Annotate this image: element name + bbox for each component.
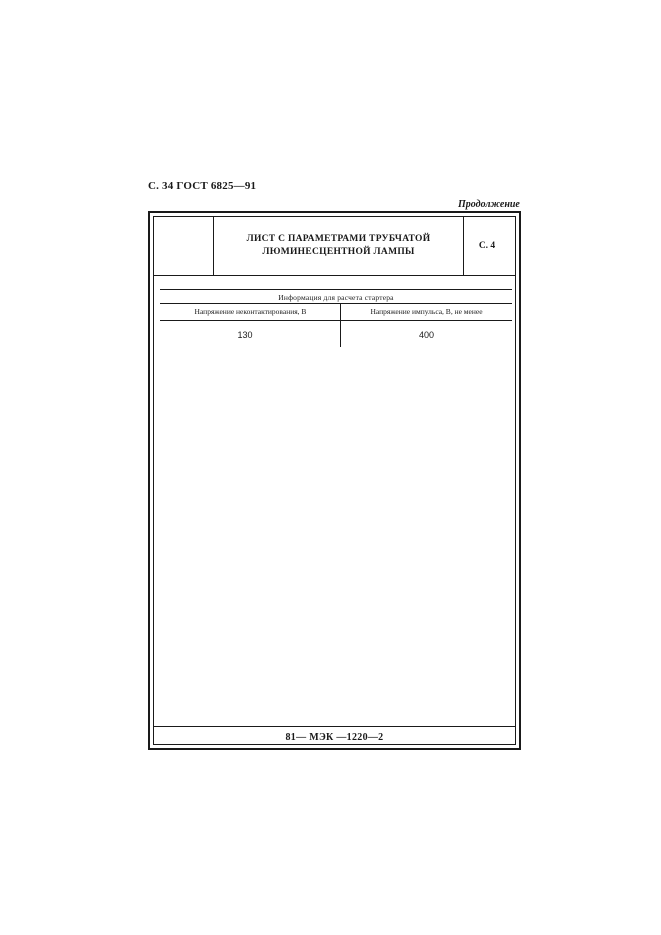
column-divider	[340, 303, 341, 347]
column-header-no-contact-voltage: Напряжение неконтактирования, В	[194, 307, 307, 316]
sheet-title	[214, 217, 464, 275]
value-no-contact-voltage: 130	[237, 330, 253, 340]
column-header-pulse-voltage: Напряжение импульса, В, не менее	[370, 307, 483, 316]
page-reference: С. 34 ГОСТ 6825—91	[148, 180, 257, 192]
table-header-rule	[160, 320, 512, 321]
sheet-title-line-2: ЛЮМИНЕСЦЕНТНОЙ ЛАМПЫ	[262, 247, 415, 257]
standard-footer: 81— МЭК —1220—2	[285, 732, 384, 743]
table-top-rule	[160, 289, 512, 290]
sheet-number: С. 4	[478, 241, 496, 251]
parameter-sheet	[148, 211, 521, 750]
table-caption-rule	[160, 303, 512, 304]
header-blank-cell	[154, 217, 214, 275]
sheet-header	[154, 217, 515, 276]
value-pulse-voltage: 400	[418, 330, 435, 340]
sheet-title-line-1: ЛИСТ С ПАРАМЕТРАМИ ТРУБЧАТОЙ	[246, 234, 431, 244]
table-caption: Информация для расчета стартера	[278, 293, 394, 302]
continuation-label: Продолжение	[458, 199, 520, 210]
sheet-inner-frame	[153, 216, 516, 745]
footer-rule	[154, 726, 515, 727]
